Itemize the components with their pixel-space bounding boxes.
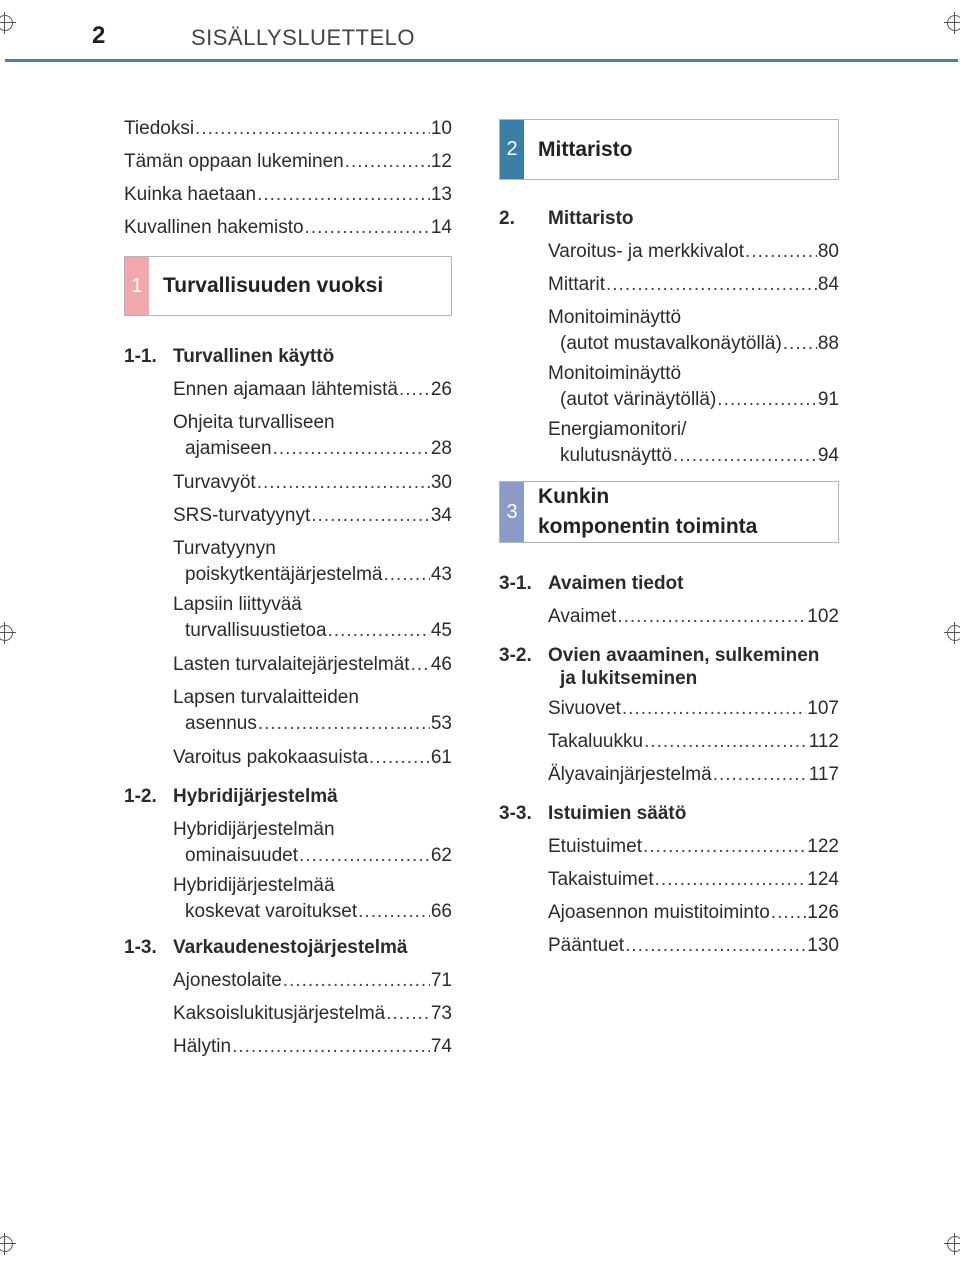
toc-entry[interactable] — [499, 725, 839, 758]
toc-leader — [617, 600, 806, 633]
toc-entry[interactable] — [499, 929, 839, 962]
section-heading-cont — [499, 670, 839, 692]
section-title: Avaimen tiedot — [548, 573, 684, 594]
section-heading[interactable] — [124, 340, 452, 373]
toc-leader — [232, 1030, 430, 1063]
toc-entry-title: Ohjeita turvalliseen — [173, 412, 335, 433]
toc-entry-page: 124 — [807, 869, 839, 890]
toc-column-left — [124, 112, 452, 1063]
section-heading[interactable] — [124, 931, 452, 964]
toc-entry-title: Sivuovet — [548, 698, 621, 719]
registration-mark-icon — [944, 622, 960, 644]
toc-entry-title: Hybridijärjestelmää — [173, 875, 335, 896]
toc-entry-page: 80 — [817, 241, 839, 262]
toc-entry[interactable] — [124, 648, 452, 681]
toc-entry-page: 10 — [430, 118, 452, 139]
toc-entry-title: Etuistuimet — [548, 836, 642, 857]
toc-leader — [386, 997, 430, 1030]
toc-entry[interactable] — [124, 211, 452, 244]
toc-entry[interactable] — [124, 997, 452, 1030]
toc-entry-title-cont: asennus — [185, 713, 257, 734]
section-number: 3-1. — [499, 573, 532, 594]
section-number: 1-2. — [124, 786, 157, 807]
chapter-number-tab: 3 — [500, 482, 524, 542]
toc-entry-page: 45 — [430, 620, 452, 641]
toc-entry[interactable] — [124, 1030, 452, 1063]
toc-entry-title: Ajonestolaite — [173, 970, 282, 991]
section-heading[interactable] — [499, 567, 839, 600]
section-number: 3-2. — [499, 645, 532, 666]
toc-entry-title-cont: turvallisuustietoa — [185, 620, 327, 641]
chapter-number-tab: 1 — [125, 257, 149, 315]
toc-column-right — [499, 119, 839, 962]
toc-entry[interactable] — [124, 685, 452, 737]
toc-entry-title-cont: poiskytkentäjärjestelmä — [185, 564, 383, 585]
toc-entry-title-cont: (autot värinäytöllä) — [560, 389, 717, 410]
chapter-header-3[interactable] — [499, 481, 839, 543]
toc-leader — [299, 843, 430, 869]
toc-entry-title-cont: koskevat varoitukset — [185, 901, 358, 922]
section-title: Mittaristo — [548, 208, 634, 229]
toc-leader — [399, 373, 430, 406]
page-title: SISÄLLYSLUETTELO — [191, 25, 416, 50]
section-number: 1-3. — [124, 937, 157, 958]
toc-entry-title-cont: (autot mustavalkonäytöllä) — [560, 333, 782, 354]
toc-entry-page: 122 — [807, 836, 839, 857]
toc-leader — [644, 725, 808, 758]
toc-entry[interactable] — [499, 758, 839, 791]
toc-entry-title: Avaimet — [548, 606, 617, 627]
toc-entry[interactable] — [124, 145, 452, 178]
toc-entry-title: Lapsen turvalaitteiden — [173, 687, 359, 708]
toc-entry-page: 30 — [430, 472, 452, 493]
toc-entry-page: 34 — [430, 505, 452, 526]
toc-entry-title: Kuinka haetaan — [124, 184, 257, 205]
toc-entry-page: 112 — [808, 731, 839, 752]
toc-entry[interactable] — [499, 830, 839, 863]
toc-entry-page: 73 — [430, 1003, 452, 1024]
toc-leader — [745, 235, 817, 268]
chapter-title-line: Kunkin — [538, 485, 610, 508]
toc-entry[interactable] — [499, 235, 839, 268]
toc-entry-title: Ennen ajamaan lähtemistä — [173, 379, 398, 400]
chapter-number-tab: 2 — [500, 120, 524, 179]
header-rule — [5, 59, 958, 62]
toc-leader — [273, 436, 430, 462]
toc-entry-title: Tiedoksi — [124, 118, 195, 139]
toc-entry-title: Monitoiminäyttö — [548, 363, 682, 384]
page-header — [0, 0, 960, 64]
toc-entry-page: 12 — [430, 151, 452, 172]
chapter-title-line: komponentin toiminta — [538, 515, 758, 538]
toc-entry[interactable] — [499, 863, 839, 896]
toc-entry-title: Kaksoislukitusjärjestelmä — [173, 1003, 386, 1024]
toc-leader — [606, 268, 817, 301]
toc-leader — [283, 964, 430, 997]
toc-leader — [717, 387, 817, 413]
toc-entry-page: 130 — [807, 935, 839, 956]
toc-entry-title: Turvavyöt — [173, 472, 256, 493]
toc-entry[interactable] — [124, 178, 452, 211]
toc-entry-title: Varoitus pakokaasuista — [173, 747, 369, 768]
toc-entry-title: Tämän oppaan lukeminen — [124, 151, 344, 172]
toc-entry-title: Hybridijärjestelmän — [173, 819, 335, 840]
toc-entry-title: Pääntuet — [548, 935, 625, 956]
section-title: Istuimien säätö — [548, 803, 687, 824]
toc-entry-title: SRS-turvatyynyt — [173, 505, 311, 526]
toc-entry[interactable] — [499, 896, 839, 929]
toc-entry-title: Hälytin — [173, 1036, 232, 1057]
toc-entry-page: 117 — [808, 764, 839, 785]
toc-leader — [369, 741, 430, 774]
toc-entry[interactable] — [124, 964, 452, 997]
toc-entry-title: Älyavainjärjestelmä — [548, 764, 712, 785]
toc-entry-page: 94 — [817, 445, 839, 466]
toc-leader — [257, 178, 430, 211]
section-number: 2. — [499, 208, 515, 229]
toc-entry-title: Mittarit — [548, 274, 605, 295]
toc-entry-page: 14 — [430, 217, 452, 238]
toc-entry-title: Lapsiin liittyvää — [173, 594, 302, 615]
toc-entry-page: 102 — [807, 606, 839, 627]
toc-leader — [655, 863, 807, 896]
toc-entry[interactable] — [124, 741, 452, 774]
toc-entry-title: Energiamonitori/ — [548, 419, 687, 440]
section-title: Hybridijärjestelmä — [173, 786, 338, 807]
toc-entry-page: 53 — [430, 713, 452, 734]
chapter-header-1[interactable] — [124, 256, 452, 316]
toc-entry-page: 26 — [430, 379, 452, 400]
toc-entry-page: 62 — [430, 845, 452, 866]
toc-entry[interactable] — [124, 536, 452, 588]
section-heading[interactable] — [499, 202, 839, 235]
toc-entry-page: 84 — [817, 274, 839, 295]
toc-entry[interactable] — [124, 873, 452, 925]
toc-leader — [783, 331, 817, 357]
registration-mark-icon — [0, 1233, 16, 1255]
toc-entry-page: 88 — [817, 333, 839, 354]
toc-entry-title: Takaluukku — [548, 731, 644, 752]
toc-entry-page: 13 — [430, 184, 452, 205]
toc-entry[interactable] — [124, 499, 452, 532]
section-title-cont: ja lukitseminen — [560, 668, 698, 689]
toc-entry-title: Takaistuimet — [548, 869, 654, 890]
toc-entry-page: 66 — [430, 901, 452, 922]
toc-leader — [411, 648, 430, 681]
toc-entry[interactable] — [499, 692, 839, 725]
toc-leader — [358, 899, 430, 925]
toc-entry-title: Turvatyynyn — [173, 538, 276, 559]
toc-entry-title-cont: kulutusnäyttö — [560, 445, 672, 466]
toc-entry-title-cont: ajamiseen — [185, 438, 272, 459]
toc-entry[interactable] — [124, 410, 452, 462]
toc-leader — [345, 145, 430, 178]
toc-leader — [771, 896, 807, 929]
toc-entry[interactable] — [124, 373, 452, 406]
toc-entry-page: 107 — [807, 698, 839, 719]
toc-leader — [257, 466, 430, 499]
chapter-title — [524, 482, 757, 542]
chapter-title: Mittaristo — [538, 137, 633, 161]
toc-entry-page: 71 — [430, 970, 452, 991]
section-title: Ovien avaaminen, sulkeminen — [548, 645, 820, 666]
toc-leader — [311, 499, 430, 532]
toc-entry-page: 61 — [430, 747, 452, 768]
toc-leader — [643, 830, 806, 863]
toc-entry[interactable] — [499, 361, 839, 413]
toc-entry[interactable] — [499, 268, 839, 301]
toc-leader — [622, 692, 806, 725]
toc-leader — [258, 711, 430, 737]
toc-entry[interactable] — [499, 305, 839, 357]
toc-entry-page: 46 — [430, 654, 452, 675]
toc-entry[interactable] — [124, 466, 452, 499]
toc-entry-page: 43 — [430, 564, 452, 585]
registration-mark-icon — [944, 1233, 960, 1255]
toc-entry-page: 126 — [807, 902, 839, 923]
toc-entry-page: 74 — [430, 1036, 452, 1057]
toc-entry-title-cont: ominaisuudet — [185, 845, 299, 866]
toc-entry[interactable] — [499, 600, 839, 633]
section-number: 1-1. — [124, 346, 157, 367]
chapter-title: Turvallisuuden vuoksi — [163, 274, 384, 297]
page-number: 2 — [92, 22, 106, 49]
section-heading[interactable] — [499, 797, 839, 830]
toc-entry-title: Lasten turvalaitejärjestelmät — [173, 654, 410, 675]
section-heading[interactable] — [124, 780, 452, 813]
section-title: Turvallinen käyttö — [173, 346, 335, 367]
toc-entry-title: Kuvallinen hakemisto — [124, 217, 304, 238]
toc-entry[interactable] — [499, 417, 839, 469]
toc-leader — [713, 758, 808, 791]
toc-entry[interactable] — [124, 112, 452, 145]
toc-entry[interactable] — [124, 592, 452, 644]
registration-mark-icon — [0, 622, 16, 644]
toc-entry-title: Ajoasennon muistitoiminto — [548, 902, 770, 923]
toc-leader — [328, 618, 430, 644]
toc-entry-title: Varoitus- ja merkkivalot — [548, 241, 745, 262]
toc-entry-title: Monitoiminäyttö — [548, 307, 682, 328]
toc-entry[interactable] — [124, 817, 452, 869]
section-number: 3-3. — [499, 803, 532, 824]
toc-leader — [673, 443, 817, 469]
toc-leader — [195, 112, 430, 145]
toc-leader — [383, 562, 429, 588]
toc-leader — [625, 929, 806, 962]
section-title: Varkaudenestojärjestelmä — [173, 937, 408, 958]
toc-entry-page: 28 — [430, 438, 452, 459]
toc-leader — [305, 211, 430, 244]
chapter-header-2[interactable] — [499, 119, 839, 180]
toc-entry-page: 91 — [817, 389, 839, 410]
